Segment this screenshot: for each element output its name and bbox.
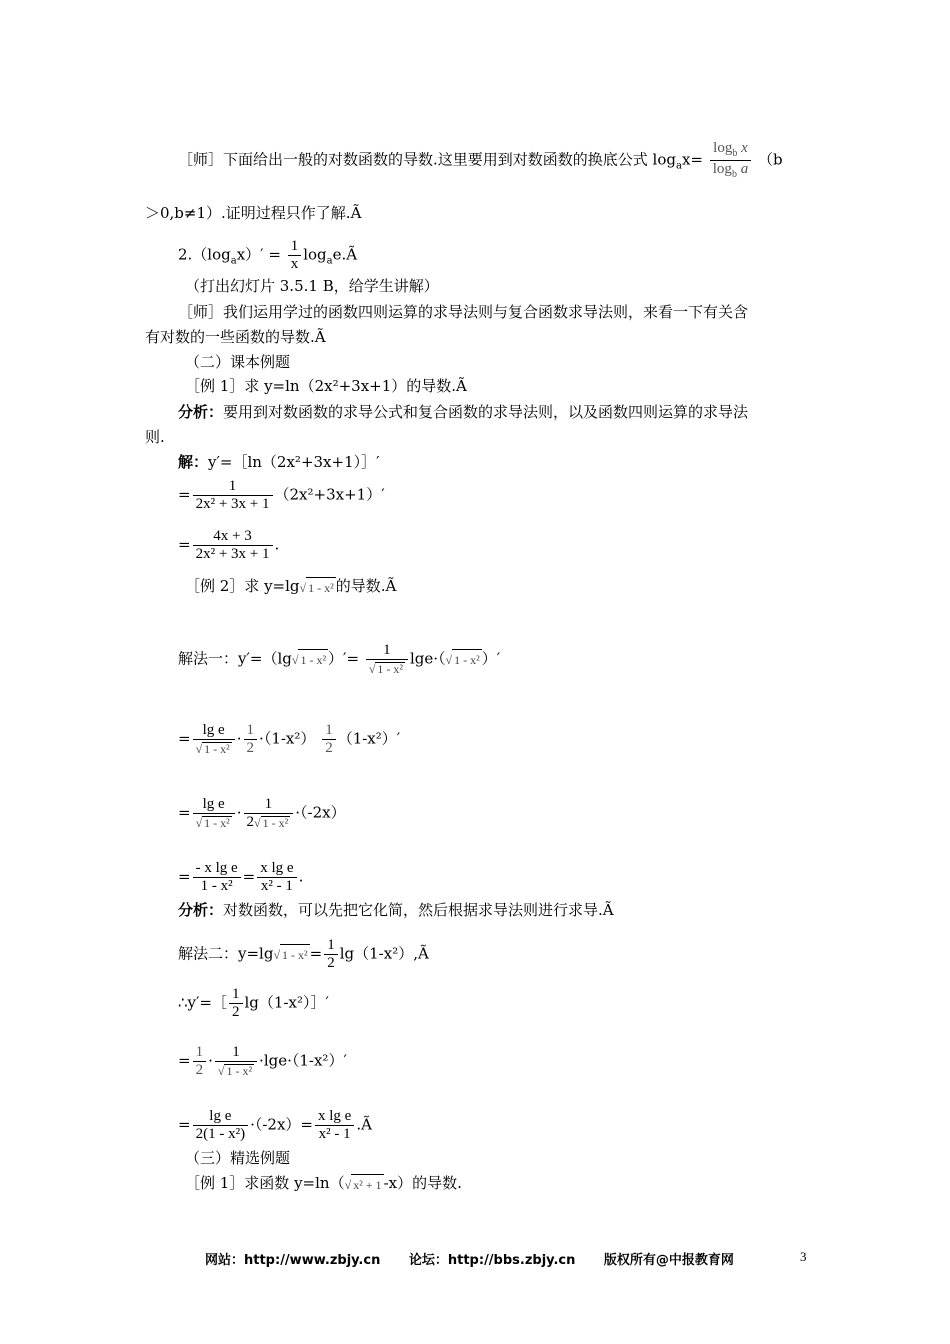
solution-1-step1: 解：y′=［ln（2x²+3x+1）］′ — [178, 453, 380, 471]
method-1-step4: = $\frac{\text{- x lg e}}{\text{1 - x²}}$ = $\frac{\text{x lg e}}{\text{x² - 1}}$ . — [178, 860, 304, 894]
analysis-1b: 则. — [145, 428, 165, 446]
solution-1-step2: = $\frac{1}{\text{2x² + 3x + 1}}$ （2x²+3x+1）′ — [178, 478, 385, 512]
section-textbook-examples: （二）课本例题 — [185, 353, 291, 371]
analysis-2: 分析：对数函数，可以先把它化简，然后根据求导法则进行求导.Ã — [178, 901, 614, 919]
footer-forum: 论坛：http://bbs.zbjy.cn — [408, 1253, 576, 1268]
method-2-step2: ∴y′=［ $\frac{1}{2}$ lg（1-x²）］′ — [178, 986, 329, 1020]
example-2-heading: ［例 2］求 y=lg√ 1 - x² 的导数.Ã — [185, 576, 396, 598]
line-teacher-a: ［师］我们运用学过的函数四则运算的求导法则与复合函数求导法则，来看一下有关含 — [178, 303, 749, 321]
line-slide-note: （打出幻灯片 3.5.1 B，给学生讲解） — [185, 277, 439, 295]
example-1-heading: ［例 1］求 y=ln（2x²+3x+1）的导数.Ã — [185, 377, 467, 395]
page-number: 3 — [800, 1249, 807, 1264]
line-teacher-b: 有对数的一些函数的导数.Ã — [145, 328, 326, 346]
page-footer — [205, 1249, 758, 1268]
method-2-step4: = $\frac{\text{lg e}}{\text{2(1 - x²)}}$ ·（-2x）= $\frac{\text{x lg e}}{\text{x² - 1}}$ .Ã — [178, 1108, 372, 1142]
change-of-base-fraction: $\frac{\log_b x}{\log_b a}$ — [710, 140, 751, 181]
method-2-step3: = $\frac{1}{2}$ · $\frac{1}{\text{√ 1 - x²}}$ ·lge·（1-x²）′ — [178, 1044, 347, 1079]
method-1-step2: = $\frac{\text{lg e}}{\text{√ 1 - x²}}$ · $\frac{1}{2}$ ·（1-x²） $\frac{1}{2}$ （1-x²）′ — [178, 722, 401, 757]
line-log-derivative: $2.(\log_ax)'$ = $\frac{1}{x}$ $\log_ae.Ã$ — [178, 238, 358, 272]
footer-copyright: 版权所有@中报教育网 — [603, 1253, 734, 1268]
method-2-step1: 解法二：y=lg√ 1 - x² = $\frac{1}{2}$ lg（1-x²）,Ã — [178, 937, 429, 971]
line-condition: ＞0,b≠1）.证明过程只作了解.Ã — [145, 204, 362, 222]
method-1-step1: 解法一：y′=（lg√ 1 - x² ）′= $\frac{1}{\text{√ 1 - x²}}$ lge·（√ 1 - x² ）′ — [178, 642, 501, 677]
section-selected-examples: （三）精选例题 — [185, 1149, 291, 1167]
analysis-1a: 分析：要用到对数函数的求导公式和复合函数的求导法则，以及函数四则运算的求导法 — [178, 403, 749, 421]
selected-example-1: ［例 1］求函数 y=ln（√ x² + 1 -x）的导数. — [185, 1173, 462, 1195]
method-1-step3: = $\frac{\text{lg e}}{\text{√ 1 - x²}}$ · $\frac{1}{\text{2√ 1 - x²}}$ ·（-2x） — [178, 796, 346, 831]
footer-site: 网站：http://www.zbjy.cn — [205, 1253, 381, 1268]
line-formula-intro: ［师］下面给出一般的对数函数的导数.这里要用到对数函数的换底公式 $\log_ax=$ $\frac{\log_b x}{\log_b a}$ （b — [178, 140, 783, 180]
solution-1-step3: = $\frac{4x + 3}{\text{2x² + 3x + 1}}$ . — [178, 528, 280, 562]
